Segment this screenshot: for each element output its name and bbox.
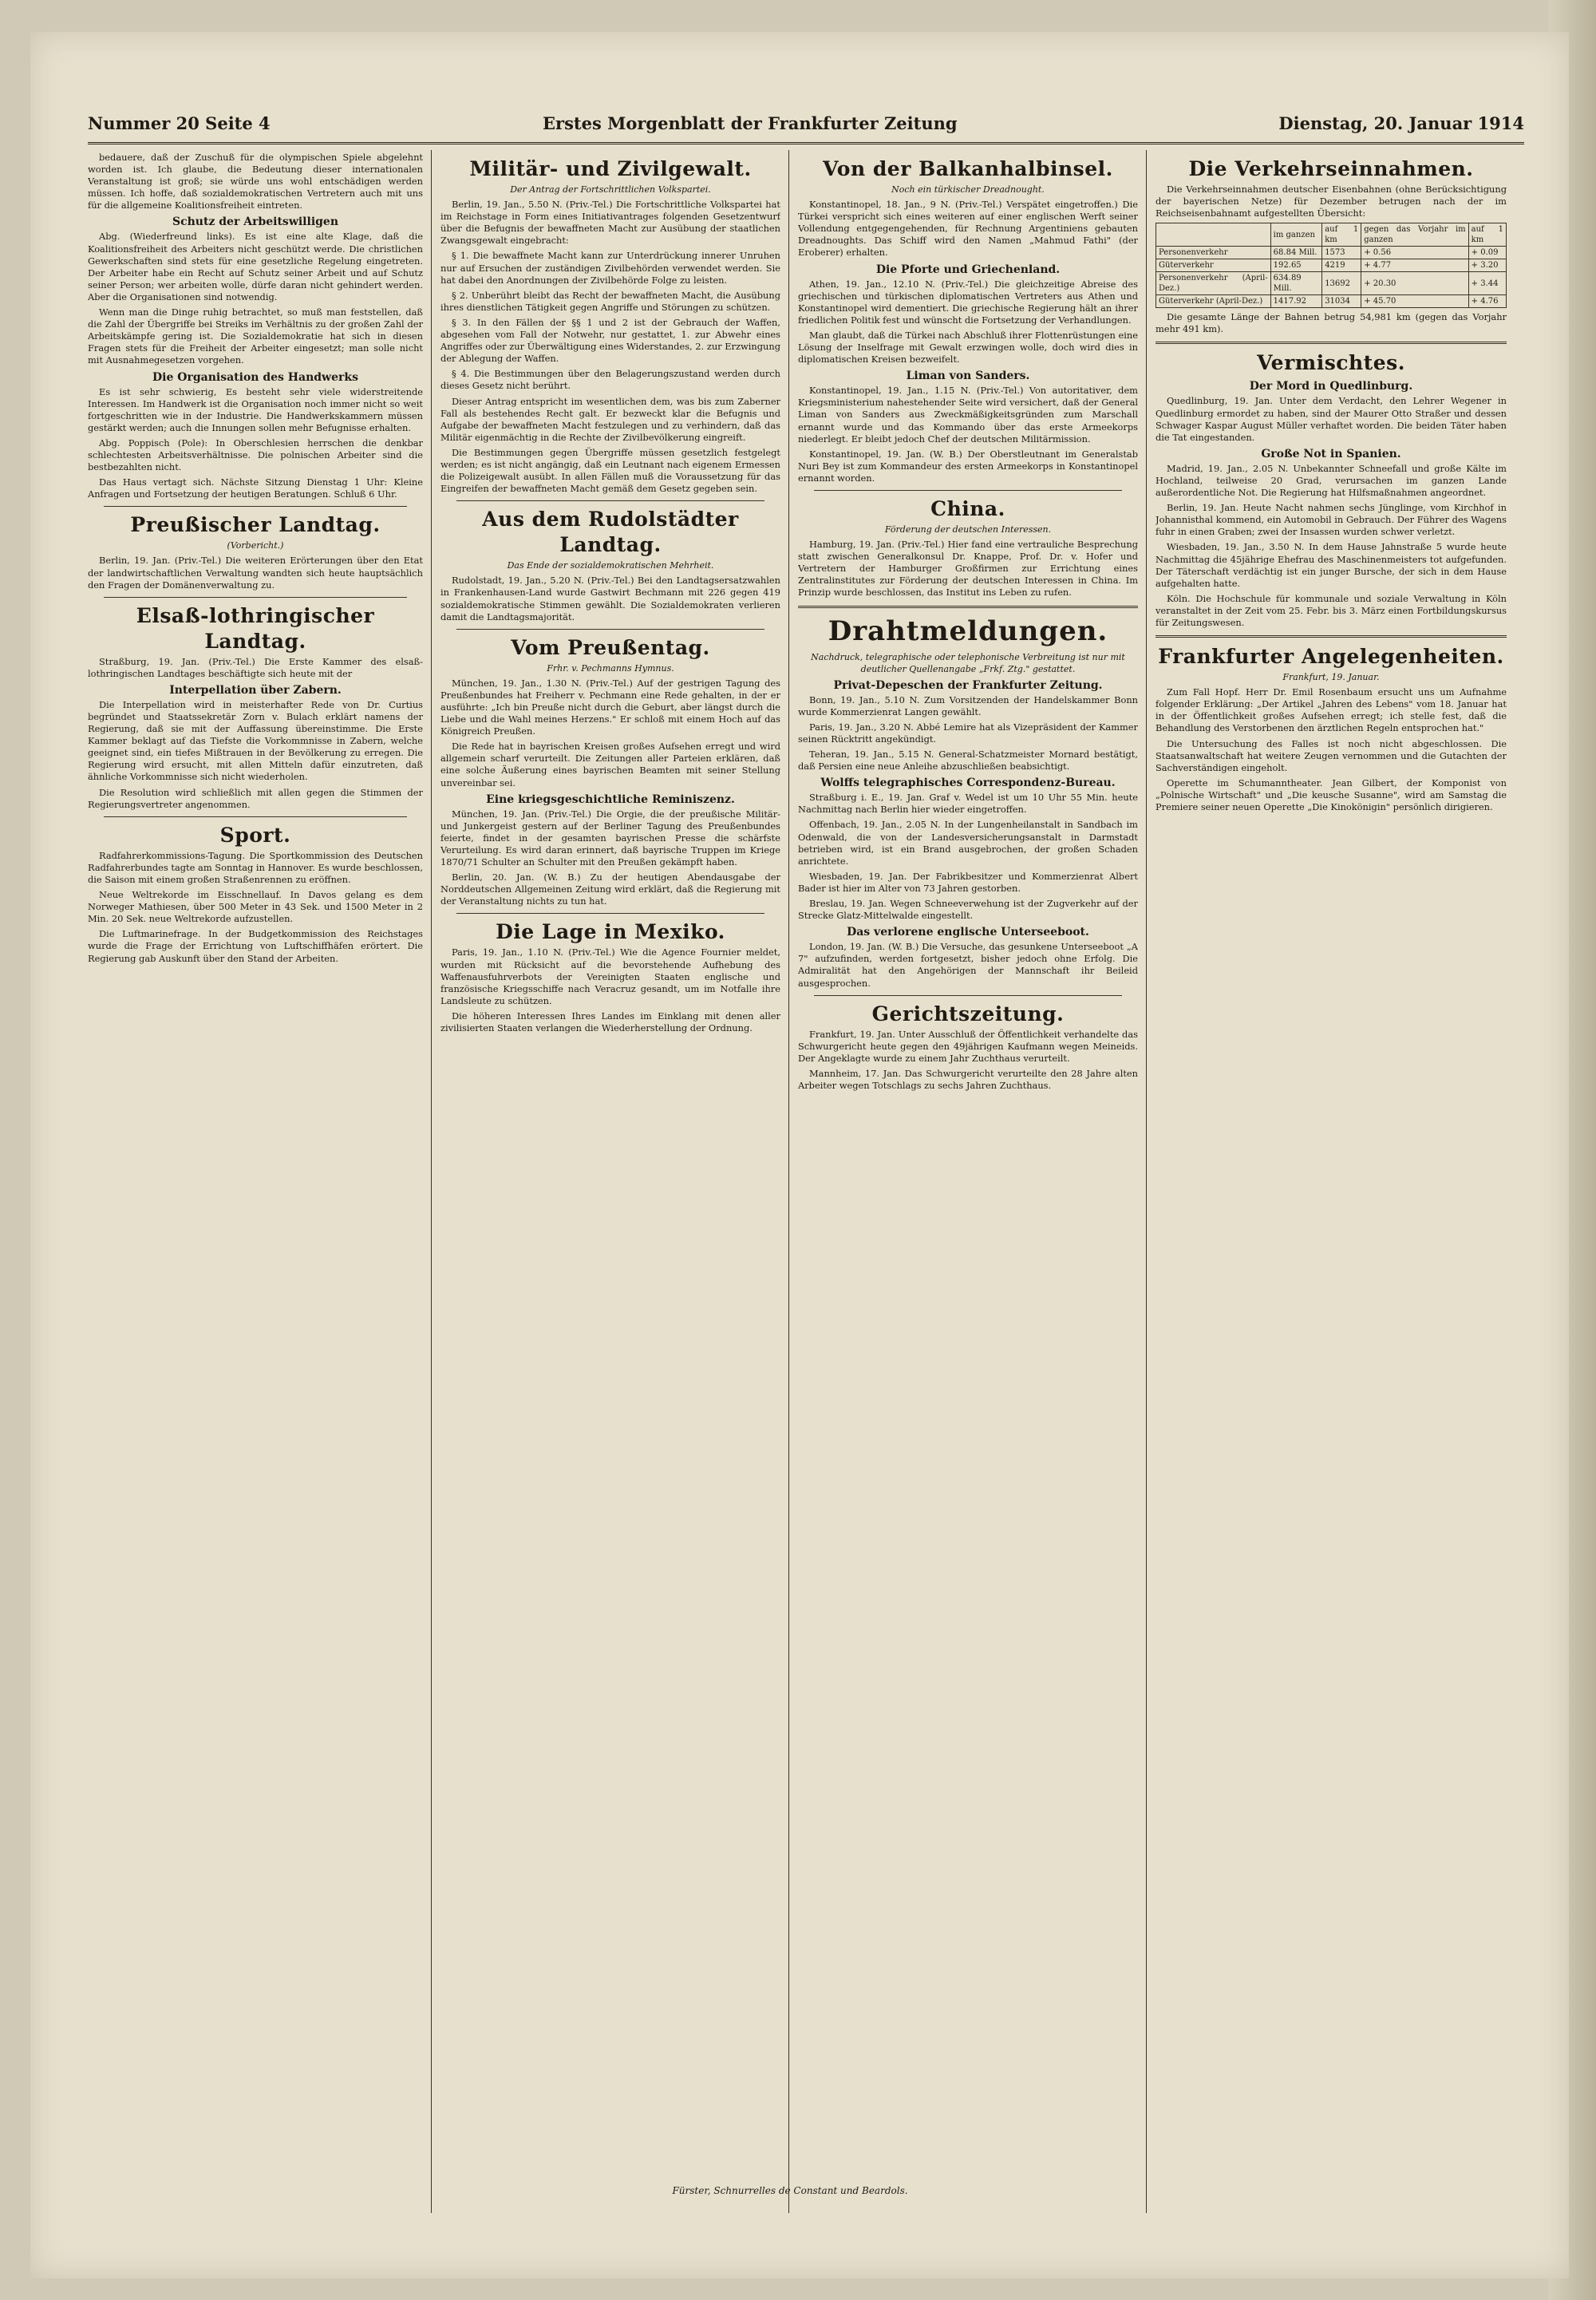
table-header-cell: auf 1 km: [1468, 223, 1506, 247]
article-text: § 2. Unberührt bleibt das Recht der bewaffneten Macht, die Ausübung ihres dienstlichen Tätigkeit gegen Angriffe und Störungen zu schützen.: [440, 289, 780, 313]
column-1: [88, 152, 423, 2203]
traffic-revenue-table: [1156, 223, 1507, 308]
divider: [814, 995, 1122, 996]
section-heading: Militär- und Zivilgewalt.: [469, 157, 752, 180]
table-cell: + 3.44: [1468, 272, 1506, 295]
table-cell: + 0.56: [1361, 247, 1468, 259]
article-text: Berlin, 20. Jan. (W. B.) Zu der heutigen Abendausgabe der Norddeutschen Allgemeinen Zeitung wird erklärt, daß die Regierung mit der Veranstaltung nichts zu tun hat.: [440, 871, 780, 907]
article-text: Berlin, 19. Jan. Heute Nacht nahmen sechs Jünglinge, vom Kirchhof in Johannisthal kommend, ein Automobil in Gebrauch. Der Führer des Wagens fuhr in einen Graben; zwei der Insassen wurden schwer verletzt.: [1156, 502, 1507, 538]
column-rule: [431, 150, 432, 2213]
article-text: Straßburg i. E., 19. Jan. Graf v. Wedel ist um 10 Uhr 55 Min. heute Nachmittag nach Berlin hier wieder eingetroffen.: [798, 792, 1138, 816]
article-text: Man glaubt, daß die Türkei nach Abschluß ihrer Flottenrüstungen eine Lösung der Inselfrage mit Gewalt erzwingen wolle, doch wird dies in diplomatischen Kreisen bezweifelt.: [798, 329, 1138, 366]
column-rule: [1146, 150, 1147, 2213]
article-text: Zum Fall Hopf. Herr Dr. Emil Rosenbaum ersucht uns um Aufnahme folgender Erklärung: „Der Artikel „Jahren des Lebens" vom 18. Januar hat in der Öffentlichkeit großes Aufsehen erregt; ich stelle fest, daß die Behandlung des Verstorbenen den ärztlichen Regeln entsprochen hat.": [1156, 686, 1507, 734]
section-heading: Vermischtes.: [1257, 351, 1405, 375]
section-subheading: Das verlorene englische Unterseeboot.: [847, 926, 1089, 939]
divider: [104, 816, 407, 817]
section-subheading: Privat-Depeschen der Frankfurter Zeitung.: [833, 678, 1103, 692]
table-header-cell: auf 1 km: [1322, 223, 1361, 247]
article-text: Die Luftmarinefrage. In der Budgetkommission des Reichstages wurde die Frage der Errichtung von Luftschiffhäfen erörtert. Die Regierung gab Auskunft über den Stand der Arbeiten.: [88, 928, 423, 964]
article-text: Operette im Schumanntheater. Jean Gilbert, der Komponist von „Polnische Wirtschaft" und „Die keusche Susanne", wird am Samstag die Premiere seiner neuen Operette „Die Kinokönigin" persönlich dirigieren.: [1156, 777, 1507, 812]
section-subheading: Liman von Sanders.: [906, 370, 1030, 383]
table-cell: Güterverkehr: [1156, 259, 1271, 272]
article-text: Die Bestimmungen gegen Übergriffe müssen gesetzlich festgelegt werden; es ist nicht angängig, daß ein Leutnant nach eigenem Ermessen die Polizeigewalt ausübt. In allen Fällen muß die Voraussetzung für das Eingreifen der bewaffneten Macht gemäß dem Gesetz gegeben sein.: [440, 446, 780, 495]
table-row: [1156, 259, 1507, 272]
article-text: Die Interpellation wird in meisterhafter Rede von Dr. Curtius begründet und Staatssekretär Zorn v. Bulach erklärt namens der Regierung, daß sie mit der Auffassung übereinstimme. Die Erste Kammer beklagt auf das Tiefste die Vorkommnisse in Zabern, welche geeignet sind, ein tiefes Mißtrauen in der Bevölkerung zu erregen. Die Regierung wird ersucht, mit allen Mitteln dafür einzutreten, daß ähnliche Vorkommnisse sich nicht wiederholen.: [88, 698, 423, 783]
table-cell: 1417.92: [1270, 295, 1322, 308]
section-heading: Elsaß-lothringischer Landtag.: [136, 603, 375, 653]
article-text: Konstantinopel, 19. Jan., 1.15 N. (Priv.-Tel.) Von autoritativer, dem Kriegsministerium nahestehender Seite wird versichert, daß der General Liman von Sanders aus Zweckmäßigkeitsgründen zum Marschall ernannt wurde und das Kommando über das erste Armeekorps niederlegt. Er bleibt jedoch Chef der deutschen Militärmission.: [798, 385, 1138, 445]
section-heading: Drahtmeldungen.: [828, 615, 1108, 647]
divider: [1156, 635, 1507, 638]
divider: [456, 500, 764, 501]
article-text: München, 19. Jan. (Priv.-Tel.) Die Orgie, die der preußische Militär- und Junkergeist gestern auf der Berliner Tagung des Preußenbundes feierte, findet in der gesamten bayrischen Presse die schärfste Verurteilung. Es wird daran erinnert, daß bayrische Truppen im Kriege 1870/71 Schulter an Schulter mit den Preußen gekämpft haben.: [440, 808, 780, 868]
section-subheading: Der Mord in Quedlinburg.: [1249, 380, 1413, 393]
section-note: Noch ein türkischer Dreadnought.: [891, 184, 1045, 195]
section-note: Frhr. v. Pechmanns Hymnus.: [547, 662, 674, 674]
article-text: Offenbach, 19. Jan., 2.05 N. In der Lungenheilanstalt in Sandbach im Odenwald, die von der Landesversicherungsanstalt in Darmstadt betrieben wird, ist ein Brand ausgebrochen, der großen Schaden anrichtete.: [798, 819, 1138, 867]
article-text: Wiesbaden, 19. Jan., 3.50 N. In dem Hause Jahnstraße 5 wurde heute Nachmittag die 45jährige Ehefrau des Maschinenmeisters tot aufgefunden. Der Täterschaft verdächtig ist ein junger Bursche, der sich in dem Hause aufgehalten hatte.: [1156, 541, 1507, 589]
article-text: Hamburg, 19. Jan. (Priv.-Tel.) Hier fand eine vertrauliche Besprechung statt zwischen Generalkonsul Dr. Knappe, Prof. Dr. v. Hofer und Vertretern der Hamburger Großfirmen zur Errichtung eines Zentralinstitutes zur Förderung der deutschen Interessen in China. Im Prinzip wurde beschlossen, das Institut ins Leben zu rufen.: [798, 539, 1138, 599]
section-heading: Von der Balkanhalbinsel.: [823, 157, 1113, 180]
table-row: [1156, 247, 1507, 259]
section-heading: Gerichtszeitung.: [871, 1002, 1065, 1026]
section-heading: Die Verkehrseinnahmen.: [1188, 157, 1474, 180]
table-cell: + 20.30: [1361, 272, 1468, 295]
article-text: Die höheren Interessen Ihres Landes im Einklang mit denen aller zivilisierten Staaten verlangen die Wiederherstellung der Ordnung.: [440, 1010, 780, 1033]
header-date: Dienstag, 20. Januar 1914: [1278, 113, 1524, 133]
divider: [798, 606, 1138, 608]
section-subheading: Interpellation über Zabern.: [169, 683, 342, 697]
article-text: Dieser Antrag entspricht im wesentlichen dem, was bis zum Zaberner Fall als bestehendes Recht galt. Er bezweckt klar die Befugnis und Aufgabe der bewaffneten Macht festzulegen und zu verhindern, daß das Militär eigenmächtig in die Rechte der Zivilbevölkerung eingreift.: [440, 395, 780, 443]
column-2: [440, 152, 780, 2203]
section-note: (Vorbericht.): [227, 540, 284, 551]
table-cell: 192.65: [1270, 259, 1322, 272]
divider: [1156, 342, 1507, 344]
article-text: Die Resolution wird schließlich mit allen gegen die Stimmen der Regierungsvertreter angenommen.: [88, 786, 423, 810]
table-cell: 13692: [1322, 272, 1361, 295]
column-footer-note: Fürster, Schnurrelles de Constant und Beardols.: [672, 2185, 908, 2196]
table-cell: + 3.20: [1468, 259, 1506, 272]
article-text: § 1. Die bewaffnete Macht kann zur Unterdrückung innerer Unruhen nur auf Ersuchen der zuständigen Zivilbehörden verwendet werden. Sie hat dabei den Anordnungen der Zivilbehörde Folge zu leisten.: [440, 250, 780, 286]
header-issue: Nummer 20 Seite 4: [88, 113, 271, 133]
article-text: Neue Weltrekorde im Eisschnellauf. In Davos gelang es dem Norweger Mathiesen, über 500 Meter in 43 Sek. und 1500 Meter in 2 Min. 20 Sek. neue Weltrekorde aufzustellen.: [88, 889, 423, 925]
section-heading: Vom Preußentag.: [511, 635, 710, 659]
divider: [456, 913, 764, 914]
article-text: Bonn, 19. Jan., 5.10 N. Zum Vorsitzenden der Handelskammer Bonn wurde Kommerzienrat Langen gewählt.: [798, 694, 1138, 717]
section-subheading: Große Not in Spanien.: [1261, 447, 1401, 460]
table-cell: Personenverkehr (April-Dez.): [1156, 272, 1271, 295]
section-heading: Sport.: [219, 823, 291, 847]
article-text: Die Verkehrseinnahmen deutscher Eisenbahnen (ohne Berücksichtigung der bayerischen Netze) für Dezember betrugen nach der im Reichseisenbahnamt aufgestellten Übersicht:: [1156, 184, 1507, 219]
section-note: Das Ende der sozialdemokratischen Mehrheit.: [507, 560, 714, 571]
article-text: § 3. In den Fällen der §§ 1 und 2 ist der Gebrauch der Waffen, abgesehen vom Fall der Notwehr, nur gestattet, 1. zur Abwehr eines Angriffes oder zur Überwältigung eines Widerstandes, 2. zur Erzwingung der Ablegung der Waffen.: [440, 316, 780, 365]
section-note: Nachdruck, telegraphische oder telephonische Verbreitung ist nur mit deutlicher Quellenangabe „Frkf. Ztg." gestattet.: [811, 651, 1125, 674]
table-cell: + 4.76: [1468, 295, 1506, 308]
section-subheading: Schutz der Arbeitswilligen: [172, 215, 339, 229]
section-heading: China.: [930, 496, 1005, 520]
column-4: [1156, 152, 1507, 2203]
header-masthead: Erstes Morgenblatt der Frankfurter Zeitung: [543, 113, 958, 133]
divider: [104, 506, 407, 507]
table-row: [1156, 295, 1507, 308]
section-subheading: Wolffs telegraphisches Correspondenz-Bureau.: [820, 777, 1116, 790]
section-heading: Frankfurter Angelegenheiten.: [1158, 645, 1504, 669]
article-text: Die gesamte Länge der Bahnen betrug 54,981 km (gegen das Vorjahr mehr 491 km).: [1156, 311, 1507, 335]
table-cell: 68.84 Mill.: [1270, 247, 1322, 259]
divider: [104, 597, 407, 598]
article-text: Madrid, 19. Jan., 2.05 N. Unbekannter Schneefall und große Kälte im Hochland, teilweise 20 Grad, verursachen im ganzen Lande außerordentliche Not. Die Regierung hat Hilfsmaßnahmen angeordnet.: [1156, 462, 1507, 499]
section-heading: Preußischer Landtag.: [130, 513, 381, 537]
article-text: London, 19. Jan. (W. B.) Die Versuche, das gesunkene Unterseeboot „A 7" aufzufinden, werden fortgesetzt, bisher jedoch ohne Erfolg. Die Admiralität hat den Angehörigen der Mannschaft ihr Beileid ausgesprochen.: [798, 941, 1138, 989]
section-note: Förderung der deutschen Interessen.: [884, 524, 1052, 535]
article-text: Die Untersuchung des Falles ist noch nicht abgeschlossen. Die Staatsanwaltschaft hat weitere Zeugen vernommen und die Gutachten der Sachverständigen eingeholt.: [1156, 737, 1507, 773]
section-heading: Aus dem Rudolstädter Landtag.: [482, 508, 739, 557]
article-text: Wenn man die Dinge ruhig betrachtet, so muß man feststellen, daß die Zahl der Übergriffe bei Streiks im Verhältnis zu der großen Zahl der Arbeitskämpfe gering ist. Die Sozialdemokratie hat sich in diesen Fragen stets für die Freiheit der Arbeiter eingesetzt; man solle nicht mit Ausnahmegesetzen vorgehen.: [88, 306, 423, 366]
article-text: bedauere, daß der Zuschuß für die olympischen Spiele abgelehnt worden ist. Ich glaube, die Bedeutung dieser internationalen Veranstaltung ist groß; sie würde uns wohl entschädigen werden müssen. Ich hoffe, daß sozialdemokratischen Vertretern auch mit uns für die allgemeine Koalitionsfreiheit eintreten.: [88, 152, 423, 211]
article-text: Paris, 19. Jan., 1.10 N. (Priv.-Tel.) Wie die Agence Fournier meldet, wurden mit Rücksicht auf die bevorstehende Aufhebung des Waffenausfuhrverbots der Vereinigten Staaten englische und französische Kriegsschiffe nach Veracruz gesandt, um im Notfalle ihre Landsleute zu schützen.: [440, 946, 780, 1006]
table-cell: Güterverkehr (April-Dez.): [1156, 295, 1271, 308]
table-header-cell: gegen das Vorjahr im ganzen: [1361, 223, 1468, 247]
table-cell: + 4.77: [1361, 259, 1468, 272]
article-text: Konstantinopel, 18. Jan., 9 N. (Priv.-Tel.) Verspätet eingetroffen.) Die Türkei verspricht sich eines weiteren auf einer englischen Werft seiner Vollendung entgegengehenden, für Rechnung Argentiniens gebauten Dreadnoughts. Das Schiff wird den Namen „Mahmud Fathi" (der Eroberer) erhalten.: [798, 199, 1138, 259]
table-cell: Personenverkehr: [1156, 247, 1271, 259]
article-text: München, 19. Jan., 1.30 N. (Priv.-Tel.) Auf der gestrigen Tagung des Preußenbundes hat Freiherr v. Pechmann eine Rede gehalten, in der er ausführte: „Ich bin Preuße nicht durch die Geburt, aber längst durch die Liebe und die Wahl meines Herzens." Er schloß mit einem Hoch auf das Königreich Preußen.: [440, 677, 780, 737]
section-note: Frankfurt, 19. Januar.: [1282, 672, 1380, 683]
divider: [814, 490, 1122, 491]
page-header: [88, 110, 1524, 144]
column-3: [798, 152, 1138, 2203]
article-text: Teheran, 19. Jan., 5.15 N. General-Schatzmeister Mornard bestätigt, daß Persien eine neue Anleihe abzuschließen beabsichtigt.: [798, 749, 1138, 773]
column-rule: [788, 150, 789, 2213]
article-text: Abg. (Wiederfreund links). Es ist eine alte Klage, daß die Koalitionsfreiheit des Arbeiters nicht geschützt werde. Die christlichen Gewerkschaften sind stets für eine gesetzliche Regelung eingetreten. Der Arbeiter habe ein Recht auf Schutz seiner Arbeit und auf Schutz seiner Person; wer arbeiten wolle, dürfe daran nicht gehindert werden. Aber die Organisationen sind notwendig.: [88, 231, 423, 302]
table-cell: 634.89 Mill.: [1270, 272, 1322, 295]
article-text: Paris, 19. Jan., 3.20 N. Abbé Lemire hat als Vizepräsident der Kammer seinen Rücktritt angekündigt.: [798, 721, 1138, 745]
article-text: Konstantinopel, 19. Jan. (W. B.) Der Oberstleutnant im Generalstab Nuri Bey ist zum Kommandeur des ersten Armeekorps in Konstantinopel ernannt worden.: [798, 448, 1138, 484]
article-text: Die Rede hat in bayrischen Kreisen großes Aufsehen erregt und wird allgemein scharf verurteilt. Die Zeitungen aller Parteien erklären, daß eine solche Äußerung eines bayrischen Beamten mit seiner Stellung unvereinbar sei.: [440, 741, 780, 788]
section-note: Der Antrag der Fortschrittlichen Volkspartei.: [510, 184, 711, 195]
divider: [456, 629, 764, 630]
table-cell: 31034: [1322, 295, 1361, 308]
table-cell: + 45.70: [1361, 295, 1468, 308]
article-text: Köln. Die Hochschule für kommunale und soziale Verwaltung in Köln veranstaltet in der Zeit vom 25. Febr. bis 3. März einen Fortbildungskursus für Zeitungswesen.: [1156, 592, 1507, 628]
section-subheading: Die Pforte und Griechenland.: [875, 263, 1061, 276]
table-row: [1156, 272, 1507, 295]
table-header-row: [1156, 223, 1507, 247]
table-header-cell: [1156, 223, 1271, 247]
article-text: Mannheim, 17. Jan. Das Schwurgericht verurteilte den 28 Jahre alten Arbeiter wegen Totschlags zu sechs Jahren Zuchthaus.: [798, 1067, 1138, 1091]
article-text: Berlin, 19. Jan., 5.50 N. (Priv.-Tel.) Die Fortschrittliche Volkspartei hat im Reichstage in Form eines Initiativantrages folgenden Gesetzentwurf über die Befugnis der bewaffneten Macht zur Ausübung der staatlichen Zwangsgewalt eingebracht:: [440, 199, 780, 247]
table-cell: 1573: [1322, 247, 1361, 259]
article-text: Rudolstadt, 19. Jan., 5.20 N. (Priv.-Tel.) Bei den Landtagsersatzwahlen in Frankenhausen-Land wurde Gastwirt Bechmann mit 226 gegen 419 sozialdemokratische Stimmen gewählt. Die Sozialdemokraten verlieren damit die Landtagsmajorität.: [440, 575, 780, 622]
article-text: Wiesbaden, 19. Jan. Der Fabrikbesitzer und Kommerzienrat Albert Bader ist hier im Alter von 73 Jahren gestorben.: [798, 870, 1138, 894]
section-subheading: Die Organisation des Handwerks: [152, 370, 358, 384]
article-text: Breslau, 19. Jan. Wegen Schneeverwehung ist der Zugverkehr auf der Strecke Glatz-Mittelwalde eingestellt.: [798, 898, 1138, 922]
section-heading: Die Lage in Mexiko.: [496, 920, 725, 944]
table-cell: 4219: [1322, 259, 1361, 272]
article-text: Abg. Poppisch (Pole): In Oberschlesien herrschen die denkbar schlechtesten Arbeitsverhältnisse. Die polnischen Arbeiter sind die bestbezahlten nicht.: [88, 437, 423, 473]
article-text: Berlin, 19. Jan. (Priv.-Tel.) Die weiteren Erörterungen über den Etat der landwirtschaftlichen Verwaltung wandten sich heute hauptsächlich den Fragen der Domänenverwaltung zu.: [88, 555, 423, 591]
article-text: Athen, 19. Jan., 12.10 N. (Priv.-Tel.) Die gleichzeitige Abreise des griechischen und türkischen diplomatischen Vertreters aus Athen und Konstantinopel wird dementiert. Die griechische Regierung hält an ihrer friedlichen Politik fest und wünscht die Fortsetzung der Verhandlungen.: [798, 278, 1138, 326]
article-text: Radfahrerkommissions-Tagung. Die Sportkommission des Deutschen Radfahrerbundes tagte am Sonntag in Hannover. Es wurde beschlossen, die Saison mit einem großen Straßenrennen zu eröffnen.: [88, 849, 423, 885]
article-text: Straßburg, 19. Jan. (Priv.-Tel.) Die Erste Kammer des elsaß-lothringischen Landtages beschäftigte sich heute mit der: [88, 655, 423, 679]
article-text: Frankfurt, 19. Jan. Unter Ausschluß der Öffentlichkeit verhandelte das Schwurgericht heute gegen den 49jährigen Kaufmann wegen Meineids. Der Angeklagte wurde zu einem Jahr Zuchthaus verurteilt.: [798, 1028, 1138, 1064]
table-cell: + 0.09: [1468, 247, 1506, 259]
article-text: Quedlinburg, 19. Jan. Unter dem Verdacht, den Lehrer Wegener in Quedlinburg ermordet zu haben, sind der Maurer Otto Straßer und dessen Schwager Kaspar August Müller verhaftet worden. Die beiden Täter haben die Tat eingestanden.: [1156, 395, 1507, 443]
article-text: Das Haus vertagt sich. Nächste Sitzung Dienstag 1 Uhr: Kleine Anfragen und Fortsetzung der heutigen Beratungen. Schluß 6 Uhr.: [88, 476, 423, 500]
article-text: § 4. Die Bestimmungen über den Belagerungszustand werden durch dieses Gesetz nicht berührt.: [440, 368, 780, 392]
section-subheading: Eine kriegsgeschichtliche Reminiszenz.: [486, 792, 735, 806]
table-header-cell: im ganzen: [1270, 223, 1322, 247]
article-text: Es ist sehr schwierig, Es besteht sehr viele widerstreitende Interessen. Im Handwerk ist die Organisation noch immer nicht so weit fortgeschritten wie in der Industrie. Die Handwerkskammern müssen gestärkt werden; auch die Innungen sollen mehr Befugnisse erhalten.: [88, 385, 423, 433]
